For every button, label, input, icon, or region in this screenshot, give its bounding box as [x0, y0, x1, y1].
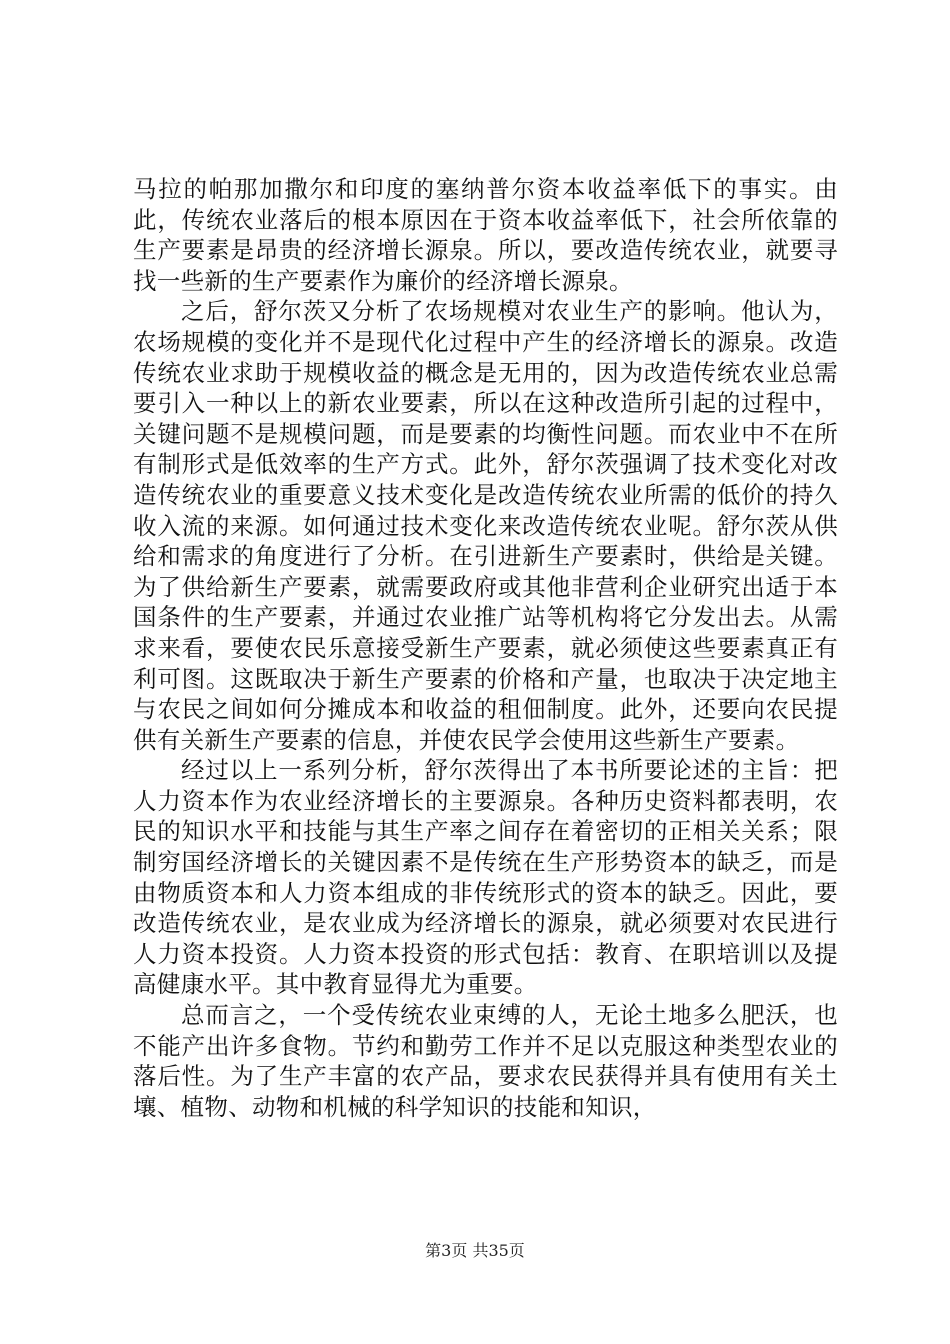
- paragraph-3: 经过以上一系列分析，舒尔茨得出了本书所要论述的主旨：把人力资本作为农业经济增长的主要源泉。各种历史资料都表明，农民的知识水平和技能与其生产率之间存在着密切的正相关关系；限制穷国经济增长的关键因素不是传统在生产形势资本的缺乏，而是由物质资本和人力资本组成的非传统形式的资本的缺乏。因此，要改造传统农业，是农业成为经济增长的源泉，就必须要对农民进行人力资本投资。人力资本投资的形式包括：教育、在职培训以及提高健康水平。其中教育显得尤为重要。: [133, 756, 838, 999]
- document-body: [133, 174, 838, 1122]
- page-number-footer: 第3页 共35页: [425, 1241, 525, 1260]
- paragraph-1: 马拉的帕那加撒尔和印度的塞纳普尔资本收益率低下的事实。由此，传统农业落后的根本原因在于资本收益率低下，社会所依靠的生产要素是昂贵的经济增长源泉。所以，要改造传统农业，就要寻找一些新的生产要素作为廉价的经济增长源泉。: [133, 175, 838, 295]
- paragraph-4: 总而言之，一个受传统农业束缚的人，无论土地多么肥沃，也不能产出许多食物。节约和勤劳工作并不足以克服这种类型农业的落后性。为了生产丰富的农产品，要求农民获得并具有使用有关土壤、植物、动物和机械的科学知识的技能和知识，: [133, 1001, 838, 1121]
- paragraph-2: 之后，舒尔茨又分析了农场规模对农业生产的影响。他认为，农场规模的变化并不是现代化过程中产生的经济增长的源泉。改造传统农业求助于规模收益的概念是无用的，因为改造传统农业总需要引入一种以上的新农业要素，所以在这种改造所引起的过程中，关键问题不是规模问题，而是要素的均衡性问题。而农业中不在所有制形式是低效率的生产方式。此外，舒尔茨强调了技术变化对改造传统农业的重要意义技术变化是改造传统农业所需的低价的持久收入流的来源。如何通过技术变化来改造传统农业呢。舒尔茨从供给和需求的角度进行了分析。在引进新生产要素时，供给是关键。为了供给新生产要素，就需要政府或其他非营利企业研究出适于本国条件的生产要素，并通过农业推广站等机构将它分发出去。从需求来看，要使农民乐意接受新生产要素，就必须使这些要素真正有利可图。这既取决于新生产要素的价格和产量，也取决于决定地主与农民之间如何分摊成本和收益的租佃制度。此外，还要向农民提供有关新生产要素的信息，并使农民学会使用这些新生产要素。: [133, 297, 838, 754]
